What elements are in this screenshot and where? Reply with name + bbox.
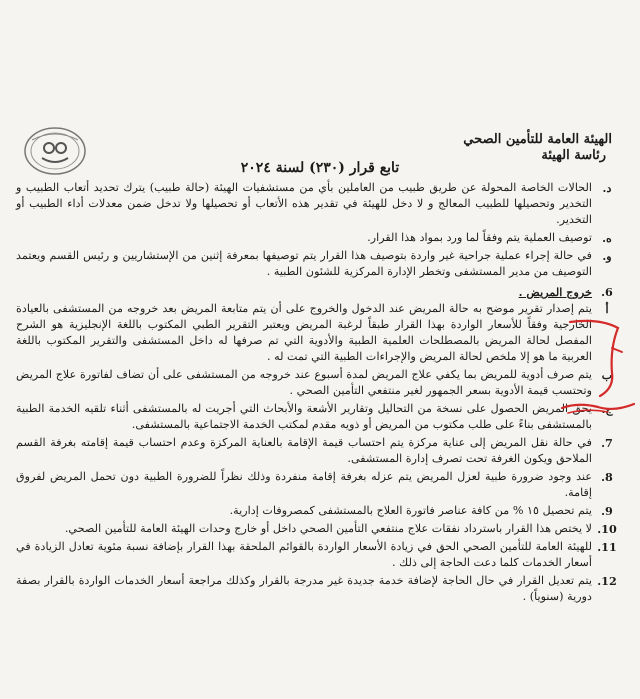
item-text: يتم تحصيل ١٥ % من كافة عناصر فاتورة العلاج بالمستشفى كمصروفات إدارية. bbox=[229, 504, 592, 517]
list-item bbox=[16, 435, 618, 467]
item-text: في حالة نقل المريض إلى عناية مركزة يتم احتساب قيمة الإقامة بالعناية المركزة وعدم احتساب قيمة إقامته بغرفة القسم الملاحق ويكون الغرفة تحت تصرف إدارة المستشفى. bbox=[16, 436, 592, 465]
list-item bbox=[16, 367, 618, 399]
section-number: 6. bbox=[601, 285, 613, 299]
item-text: لا يختص هذا القرار باسترداد نفقات علاج منتفعي التأمين الصحي داخل أو خارج وحدات الهيئة العامة للتأمين الصحي. bbox=[64, 522, 592, 535]
item-label: 8. bbox=[601, 470, 613, 484]
org-unit: رئاسة الهيئة bbox=[541, 148, 606, 163]
section-title: خروج المريض . bbox=[518, 285, 592, 299]
item-label: 7. bbox=[601, 436, 613, 450]
list-item bbox=[16, 248, 618, 280]
item-label: 12. bbox=[597, 574, 617, 588]
list-item bbox=[16, 230, 618, 246]
item-label: د. bbox=[602, 181, 612, 195]
item-text: عند وجود ضرورة طبية لعزل المريض يتم عزله بغرفة إقامة منفردة وذلك نظراً للضرورة الطبية دون تحمل المريض لفروق إقامة. bbox=[16, 470, 592, 499]
item-text: للهيئة العامة للتأمين الصحي الحق في زيادة الأسعار الواردة بالقوائم الملحقة بهذا القرار بإضافة نسبة مئوية تعادل الزيادة في أسعار الخدمات كلما دعت الحاجة إلى ذلك . bbox=[16, 540, 592, 569]
item-text: يتم إصدار تقرير موضح به حالة المريض عند الدخول والخروج على أن يتم متابعة المريض بعد خروجه من المستشفى بالعيادة الخارجية وفقاً للأسعار الواردة بهذا القرار طبقاً لرغبة المريض ويعتبر التقرير الطبي المكتوب باللغة الإنجليزية هو الشرح المفصل لحالة المريض بالمصطلحات العلمية الطبية والأدوية التي تم صرفها له داخل المستشفى والتقرير المكتوب باللغة العربية ما هو إلا ملخص لحالة المريض والإجراءات الطبية التي تمت له . bbox=[16, 302, 592, 363]
list-item bbox=[16, 539, 618, 571]
item-text: الحالات الخاصة المحولة عن طريق طبيب من العاملين بأي من مستشفيات الهيئة (حالة طبيب) يترك تحديد أتعاب الطبيب و التخدير وتحصيلها للطبيب المعالج و لا دخل للهيئة في تقدير هذه الأتعاب أو تحصيلها ولا تدخل ضمن معدلات أداء الطبيب أو التخدير. bbox=[16, 181, 592, 226]
item-label: 11. bbox=[597, 540, 617, 554]
list-item bbox=[16, 301, 618, 365]
item-text: يحق المريض الحصول على نسخة من التحاليل وتقارير الأشعة والأبحاث التي أجريت له بالمستشفى أثناء تلقيه الخدمة الطبية بالمستشفى بناءً على طلب مكتوب من المريض أو ذويه مقدم لمكتب الخدمة الاجتماعية بالمستشفى. bbox=[16, 402, 592, 431]
item-label: 9. bbox=[601, 504, 613, 518]
list-item bbox=[16, 401, 618, 433]
list-item bbox=[16, 573, 618, 605]
item-label: أ bbox=[605, 302, 609, 316]
item-label: ج. bbox=[601, 402, 613, 416]
item-text: يتم تعديل القرار في حال الحاجة لإضافة خدمة جديدة غير مدرجة بالقرار وكذلك مراجعة أسعار الخدمات الواردة بالقرار بصفة دورية (سنوياً) . bbox=[16, 574, 592, 603]
section-heading bbox=[16, 284, 618, 300]
list-item bbox=[16, 503, 618, 519]
item-text: في حالة إجراء عملية جراحية غير واردة بتوصيف هذا القرار يتم توصيفها بمعرفة إثنين من الإستشاريين و رئيس القسم ويعتمد التوصيف من مدير المستشفى وتخطر الإدارة المركزية للشئون الطبية . bbox=[16, 249, 592, 278]
item-text: يتم صرف أدوية للمريض بما يكفي علاج المريض لمدة أسبوع عند خروجه من المستشفى على أن تضاف لفاتورة علاج المريض وتحتسب قيمة الأدوية بسعر الجمهور لغير منتفعي التأمين الصحي . bbox=[16, 368, 592, 397]
document-body bbox=[16, 180, 618, 607]
item-label: 10. bbox=[597, 522, 617, 536]
list-item bbox=[16, 469, 618, 501]
list-item bbox=[16, 180, 618, 228]
decision-title: تابع قرار (٢٣٠) لسنة ٢٠٢٤ bbox=[240, 160, 400, 176]
item-label: ه. bbox=[602, 231, 612, 245]
org-name: الهيئة العامة للتأمين الصحي bbox=[463, 132, 612, 147]
item-label: و. bbox=[602, 249, 612, 263]
list-item bbox=[16, 521, 618, 537]
item-text: توصيف العملية يتم وفقاً لما ورد بمواد هذا القرار. bbox=[367, 231, 592, 244]
item-label: ب bbox=[601, 368, 613, 382]
